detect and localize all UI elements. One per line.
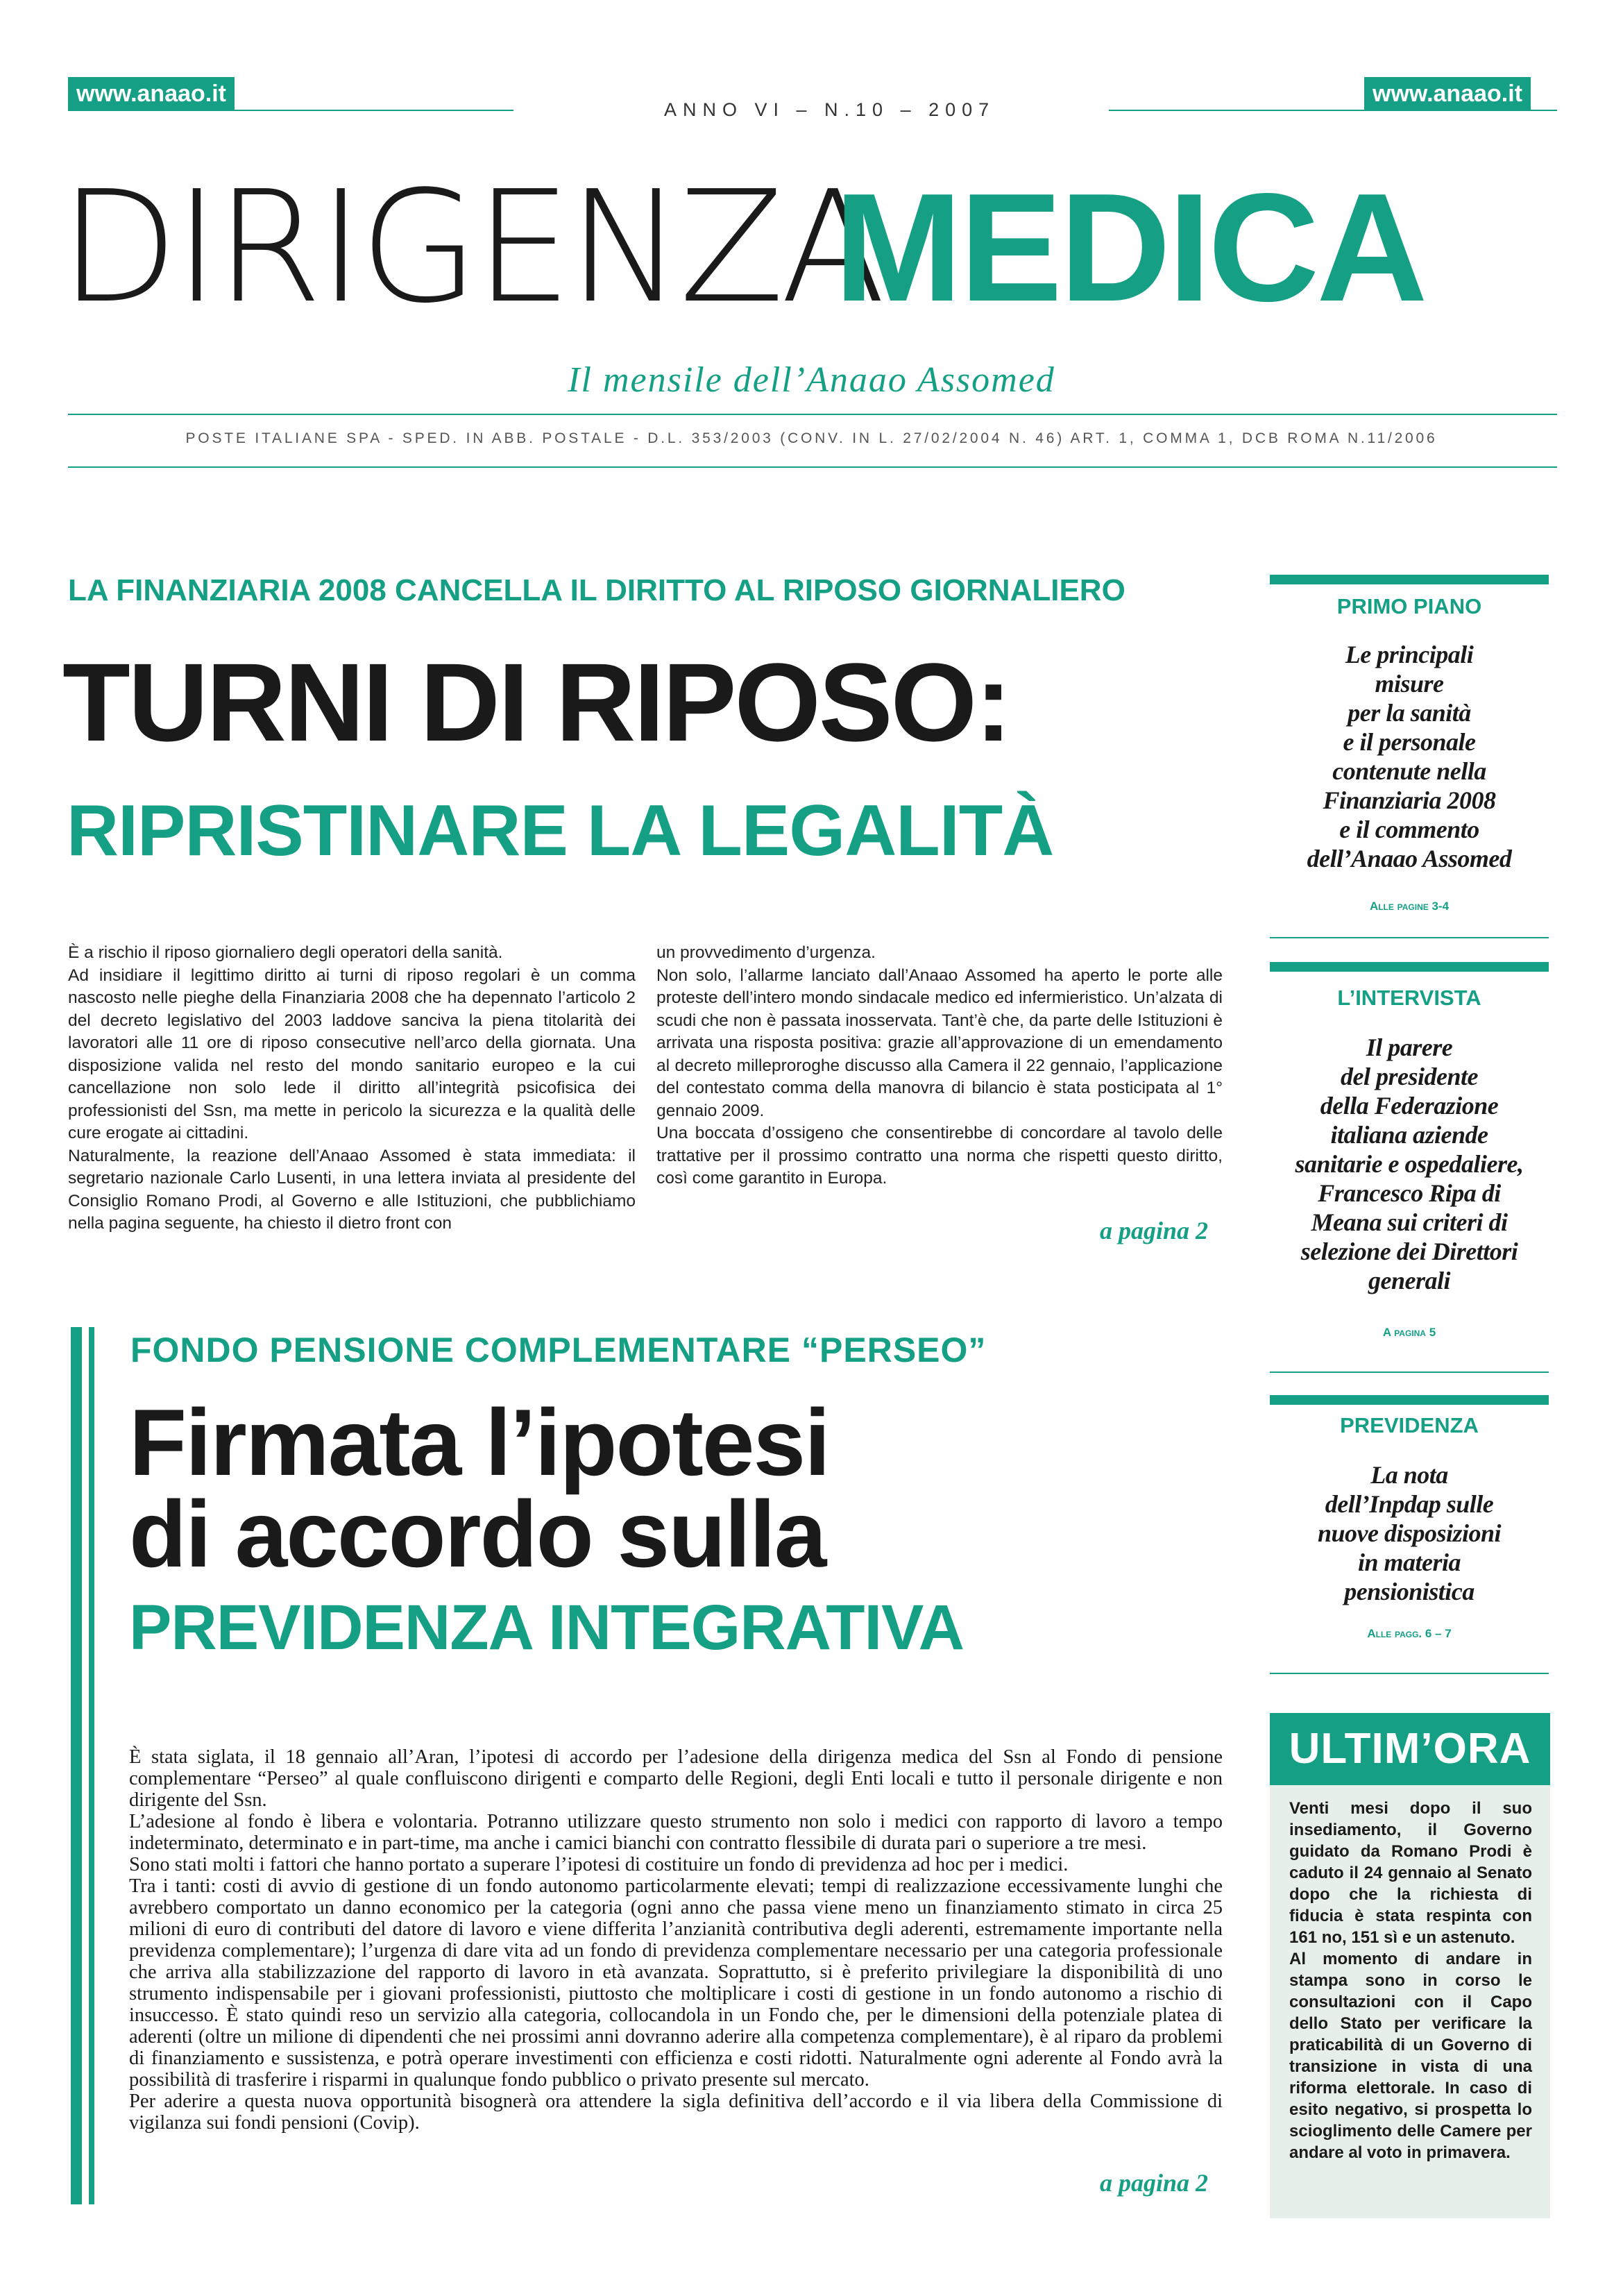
sidebar-box2-line: generali	[1368, 1267, 1450, 1294]
lead-subhead: RIPRISTINARE LA LEGALITÀ	[67, 791, 1054, 871]
website-link-right[interactable]: www.anaao.it	[1364, 77, 1531, 110]
masthead-dirigenza: DIRIGENZA	[60, 158, 882, 337]
ultimora-p2: Al momento di andare in stampa sono in corso le consultazioni con il Capo dello Stato per verificare la praticabilità di un Governo di transizione in vista di una riforma elettorale. In caso di esito negativo, si prospetta lo scioglimento delle Camere per andare al voto in primavera.	[1289, 1950, 1532, 2162]
lead-col1-p3: Naturalmente, la reazione dell’Anaao Assomed è stata immediata: il segretario nazionale Carlo Lusenti, in una lettera inviata al presidente del Consiglio Romano Prodi, al Governo e alle Istituzioni, che pubblichiamo nella pagina seguente, ha chiesto il dietro front con	[68, 1146, 636, 1233]
sidebar-box2-line: italiana aziende	[1330, 1121, 1488, 1149]
sidebar-box3-heading: PREVIDENZA	[1340, 1413, 1479, 1437]
sidebar-box2-line: sanitarie e ospedaliere,	[1295, 1150, 1524, 1178]
sidebar-box1-line: Le principali	[1345, 641, 1474, 668]
sidebar-box2-bottom-rule	[1270, 1371, 1549, 1373]
sidebar-box1-bottom-rule	[1270, 937, 1549, 938]
second-headline-1: Firmata l’ipotesi	[129, 1390, 829, 1495]
sidebar-box1-line: misure	[1375, 670, 1444, 698]
second-article-bar-1	[71, 1327, 82, 2204]
sidebar-box2-heading: L’INTERVISTA	[1337, 986, 1481, 1010]
sidebar-box3-top-bar	[1270, 1395, 1549, 1405]
second-article-bar-2	[89, 1327, 94, 2204]
sidebar-box3-bottom-rule	[1270, 1673, 1549, 1674]
sidebar-box3-line: pensionistica	[1344, 1578, 1475, 1605]
sidebar-box2-ref[interactable]: A pagina 5	[1382, 1326, 1436, 1339]
sidebar-box2-line: della Federazione	[1320, 1092, 1499, 1120]
lead-col2-p1: un provvedimento d’urgenza.	[656, 943, 876, 962]
sidebar-box1-line: Finanziaria 2008	[1323, 786, 1496, 814]
sidebar-box1-top-bar	[1270, 575, 1549, 584]
sidebar-box3-line: La nota	[1370, 1461, 1448, 1489]
ultimora-p1: Venti mesi dopo il suo insediamento, il Governo guidato da Romano Prodi è caduto il 24 gennaio al Senato dopo che la richiesta di fiducia è stata respinta con 161 no, 151 sì e un astenuto.	[1289, 1799, 1532, 1947]
sidebar-box2-line: Meana sui criteri di	[1311, 1208, 1508, 1236]
sidebar-box2-line: Il parere	[1366, 1033, 1453, 1061]
lead-column-2	[656, 942, 1223, 1190]
masthead-medica: MEDICA	[834, 162, 1425, 334]
ultimora-heading: ULTIM’ORA	[1270, 1713, 1550, 1785]
sidebar-box1-line: e il commento	[1339, 816, 1479, 843]
lead-col2-p3: Una boccata d’ossigeno che consentirebbe di concordare al tavolo delle trattative per il prossimo contratto una norma che rispetti questo diritto, così come garantito in Europa.	[656, 1124, 1223, 1188]
sidebar-box3-line: dell’Inpdap sulle	[1325, 1490, 1494, 1518]
sidebar-box2-line: selezione dei Direttori	[1300, 1238, 1518, 1265]
sidebar-box2-text	[1270, 1033, 1549, 1295]
sidebar-box1-line: e il personale	[1343, 728, 1476, 756]
second-headline-2: di accordo sulla	[129, 1481, 826, 1587]
sidebar-box2-line: Francesco Ripa di	[1318, 1179, 1501, 1207]
lead-col1-p2: Ad insidiare il legittimo diritto ai turni di riposo regolari è un comma nascosto nelle pieghe della Finanziaria 2008 che ha depennato l’articolo 2 del decreto legislativo del 2003 laddove sanciva la piena titolarità dei lavoratori alle 11 ore di riposo consecutive nell’arco della giornata. Una disposizione valida nel resto del mondo sanitario europeo e la cui cancellazione non solo lede il diritto all’integrità psicofisica dei professionisti del Ssn, ma mette in pericolo la sicurezza e la qualità delle cure erogate ai cittadini.	[68, 965, 636, 1142]
sidebar-box2-line: del presidente	[1341, 1063, 1478, 1090]
website-link-left[interactable]: www.anaao.it	[68, 77, 235, 110]
second-subhead: PREVIDENZA INTEGRATIVA	[129, 1592, 965, 1663]
sidebar-box1-ref[interactable]: Alle pagine 3-4	[1369, 900, 1450, 913]
sidebar-box3-line: nuove disposizioni	[1317, 1519, 1502, 1547]
sidebar-box1-line: per la sanità	[1348, 699, 1471, 727]
lead-col2-p2: Non solo, l’allarme lanciato dall’Anaao Assomed ha aperto le porte alle proteste dell’intero mondo sindacale medico ed infermieristico. Un’alzata di scudi che non è passata inosservata. Tant’è che, da parte delle Istituzioni è arrivata una risposta positiva: grazie all’approvazione di un emendamento al decreto milleproroghe discusso alla Camera il 22 gennaio, l’applicazione del contestato comma della manovra di bilancio è stata posticipata al 1° gennaio 2009.	[656, 965, 1223, 1120]
sidebar-box1-heading: PRIMO PIANO	[1336, 594, 1482, 618]
sidebar-box3-line: in materia	[1357, 1548, 1461, 1576]
lead-kicker: LA FINANZIARIA 2008 CANCELLA IL DIRITTO AL RIPOSO GIORNALIERO	[68, 573, 1125, 607]
second-article-body	[129, 1746, 1223, 2134]
sidebar-box1-line: contenute nella	[1332, 757, 1486, 785]
second-p2: L’adesione al fondo è libera e volontaria. Potranno utilizzare questo strumento non solo i medici con rapporto di lavoro a tempo indeterminato, determinato e in part-time, ma anche i camici bianchi con contratto flessibile di durata pari o superiore a tre mesi.	[129, 1811, 1223, 1854]
ultimora-body	[1289, 1798, 1532, 2163]
lead-headline: TURNI DI RIPOSO:	[62, 640, 1010, 764]
sidebar-box1-line: dell’Anaao Assomed	[1307, 845, 1512, 872]
second-kicker: FONDO PENSIONE COMPLEMENTARE “PERSEO”	[130, 1331, 987, 1369]
masthead-rule-bottom	[68, 466, 1557, 468]
lead-col1-p1: È a rischio il riposo giornaliero degli operatori della sanità.	[68, 943, 503, 962]
second-p4: Tra i tanti: costi di avvio di gestione di un fondo autonomo particolarmente elevati; tempi di realizzazione eccessivamente lunghi che avrebbero comportato un danno economico per la categoria (ogni anno che passa viene meno un finanziamento stimato in circa 25 milioni di euro di contributi del datore di lavoro e viene differita l’anzianità contributiva degli aderenti, estremamente importante nella previdenza complementare); l’urgenza di dare vita ad un fondo di previdenza complementare necessario per una categoria professionale che arriva alla stabilizzazione del rapporto di lavoro in età avanzata. Soprattutto, si è preferito privilegiare la disponibilità di uno strumento indispensabile per i giovani professionisti, piuttosto che moltiplicare i costi di gestione in un fondo autonomo a rischio di insuccesso. È stato quindi reso un servizio alla categoria, collocandola in un Fondo che, per le dimensioni della potenziale platea di aderenti (oltre un milione di dipendenti che nei prossimi anni dovranno aderire alla competenza complementare), è al riparo da problemi di finanziamento e sussistenza, e potrà operare investimenti con efficienza e costi ridotti. Naturalmente ogni aderente al Fondo avrà la possibilità di trasferire i risparmi in qualunque fondo pubblico o privato presente sul mercato.	[129, 1875, 1223, 2091]
sidebar-box3-ref[interactable]: Alle pagg. 6 – 7	[1367, 1627, 1452, 1640]
header-divider-right	[1109, 110, 1557, 111]
masthead-rule-top	[68, 414, 1557, 415]
header-divider-left	[68, 110, 513, 111]
lead-column-1	[68, 942, 636, 1235]
tagline: Il mensile dell’Anaao Assomed	[568, 360, 1055, 400]
issue-number: ANNO VI – N.10 – 2007	[664, 99, 996, 120]
second-p3: Sono stati molti i fattori che hanno portato a superare l’ipotesi di costituire un fondo di previdenza ad hoc per i medici.	[129, 1854, 1069, 1875]
second-p5: Per aderire a questa nuova opportunità bisognerà ora attendere la sigla definitiva dell’accordo e il via libera della Commissione di vigilanza sui fondi pensioni (Covip).	[129, 2091, 1223, 2134]
postal-info: POSTE ITALIANE SPA - SPED. IN ABB. POSTALE - D.L. 353/2003 (CONV. IN L. 27/02/2004 N. 46) ART. 1, COMMA 1, DCB ROMA N.11/2006	[185, 430, 1438, 446]
second-page-ref[interactable]: a pagina 2	[1100, 2169, 1209, 2197]
sidebar-box3-text	[1270, 1460, 1549, 1606]
lead-page-ref[interactable]: a pagina 2	[1100, 1217, 1209, 1244]
second-p1: È stata siglata, il 18 gennaio all’Aran, l’ipotesi di accordo per l’adesione della dirigenza medica del Ssn al Fondo di pensione complementare “Perseo” al quale confluiscono dirigenti e comparto delle Regioni, degli Enti locali e tutto il personale dirigente e non dirigente del Ssn.	[129, 1746, 1223, 1811]
sidebar-box1-text	[1270, 640, 1549, 873]
sidebar-box2-top-bar	[1270, 962, 1549, 972]
